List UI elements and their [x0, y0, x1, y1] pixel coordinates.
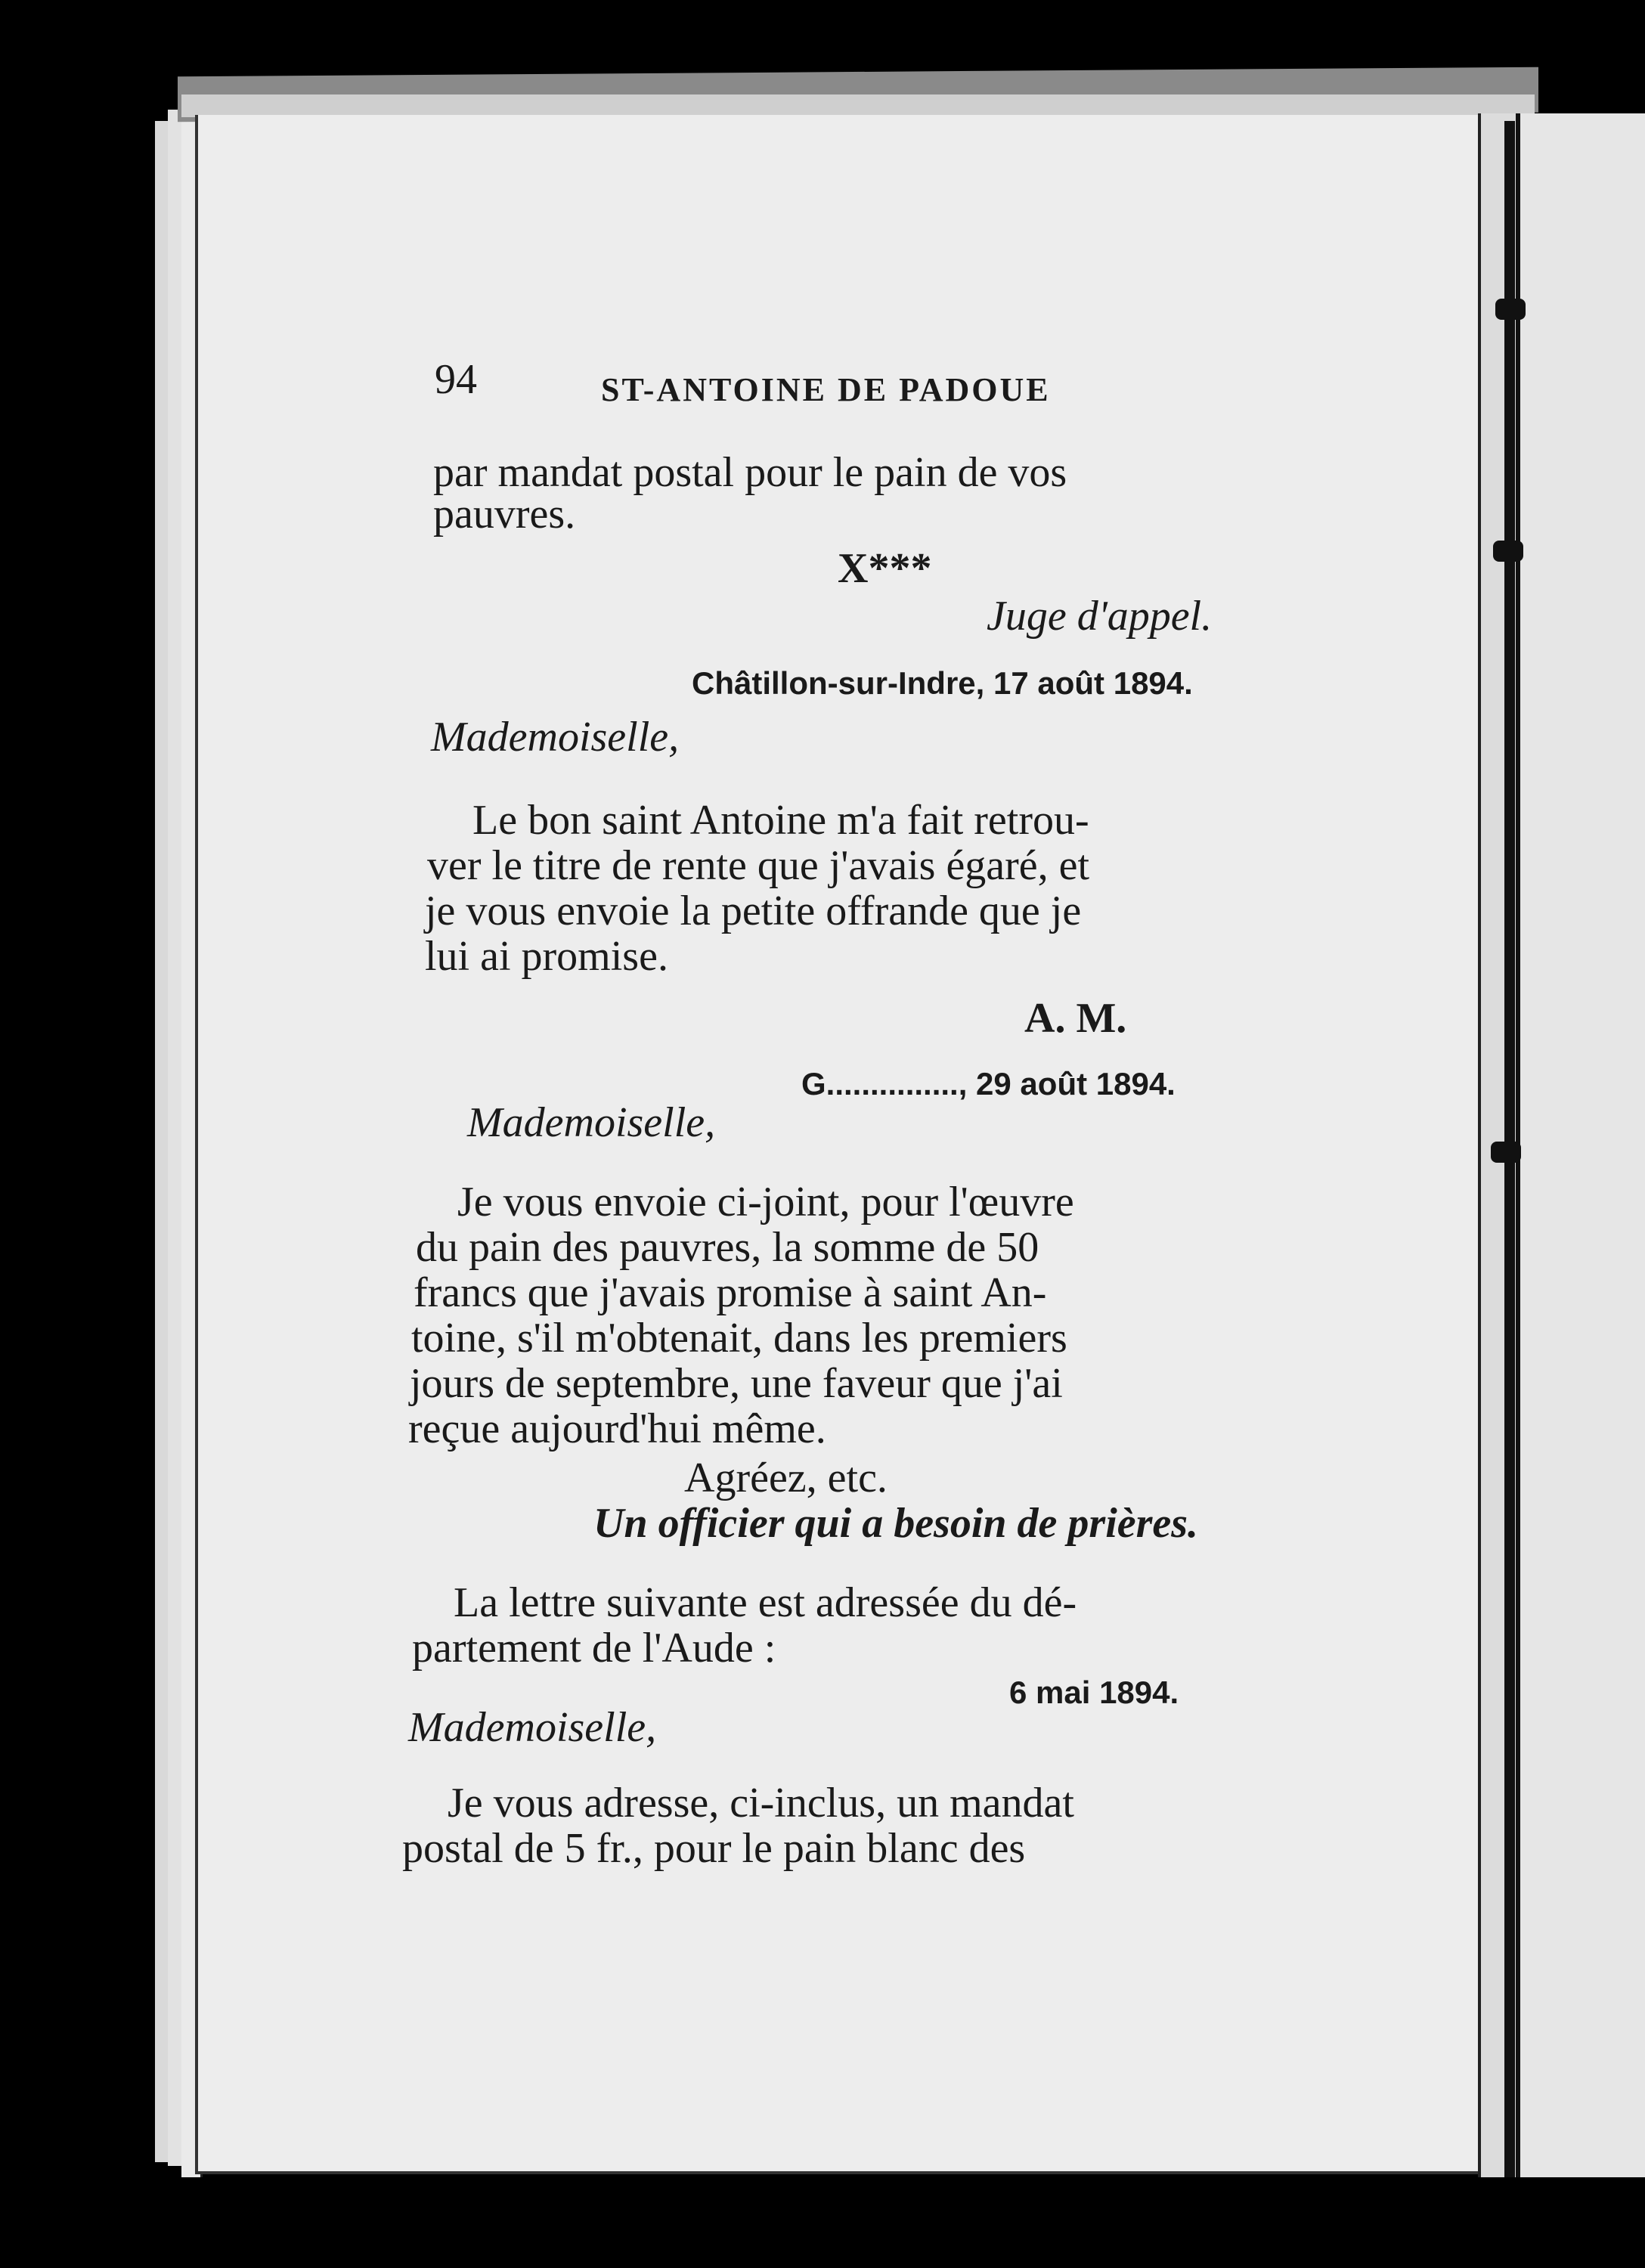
binding-knot: [1493, 541, 1523, 562]
text-line: Je vous adresse, ci-inclus, un mandat: [448, 1780, 1074, 1826]
text-line: partement de l'Aude :: [412, 1625, 776, 1672]
text-line: lui ai promise.: [425, 933, 668, 980]
binding-knot: [1495, 299, 1526, 320]
text-line: toine, s'il m'obtenait, dans les premiers: [411, 1315, 1067, 1362]
book-top-edge: [181, 94, 1535, 117]
running-head: ST-ANTOINE DE PADOUE: [601, 371, 1051, 408]
closing: Agréez, etc.: [684, 1455, 888, 1501]
signature: Un officier qui a besoin de prières.: [593, 1500, 1199, 1547]
text-line: La lettre suivante est adressée du dé-: [454, 1579, 1077, 1626]
text-line: Le bon saint Antoine m'a fait retrou-: [472, 797, 1089, 844]
facing-page-edge: [1516, 113, 1645, 2177]
letter-date: Châtillon-sur-Indre, 17 août 1894.: [692, 665, 1193, 701]
text-line: je vous envoie la petite offrande que je: [425, 888, 1082, 934]
page-number: 94: [435, 356, 477, 403]
letter-date: G..............., 29 août 1894.: [801, 1066, 1176, 1101]
text-line: Je vous envoie ci-joint, pour l'œuvre: [457, 1179, 1074, 1225]
signature-title: Juge d'appel.: [987, 593, 1213, 640]
text-line: du pain des pauvres, la somme de 50: [416, 1224, 1039, 1271]
salutation: Mademoiselle,: [408, 1704, 657, 1751]
signature: A. M.: [1024, 995, 1127, 1042]
salutation: Mademoiselle,: [431, 714, 680, 761]
text-line: francs que j'avais promise à saint An-: [414, 1269, 1047, 1316]
signature: X***: [838, 545, 932, 592]
text-line: par mandat postal pour le pain de vos: [433, 449, 1067, 496]
salutation: Mademoiselle,: [467, 1099, 716, 1146]
text-line: ver le titre de rente que j'avais égaré, et: [427, 842, 1090, 889]
binding-knot: [1491, 1142, 1521, 1163]
text-line: reçue aujourd'hui même.: [408, 1405, 826, 1452]
text-line: pauvres.: [433, 491, 576, 538]
letter-date: 6 mai 1894.: [1009, 1675, 1179, 1710]
text-line: postal de 5 fr., pour le pain blanc des: [402, 1825, 1026, 1872]
text-line: jours de septembre, une faveur que j'ai: [410, 1360, 1063, 1407]
